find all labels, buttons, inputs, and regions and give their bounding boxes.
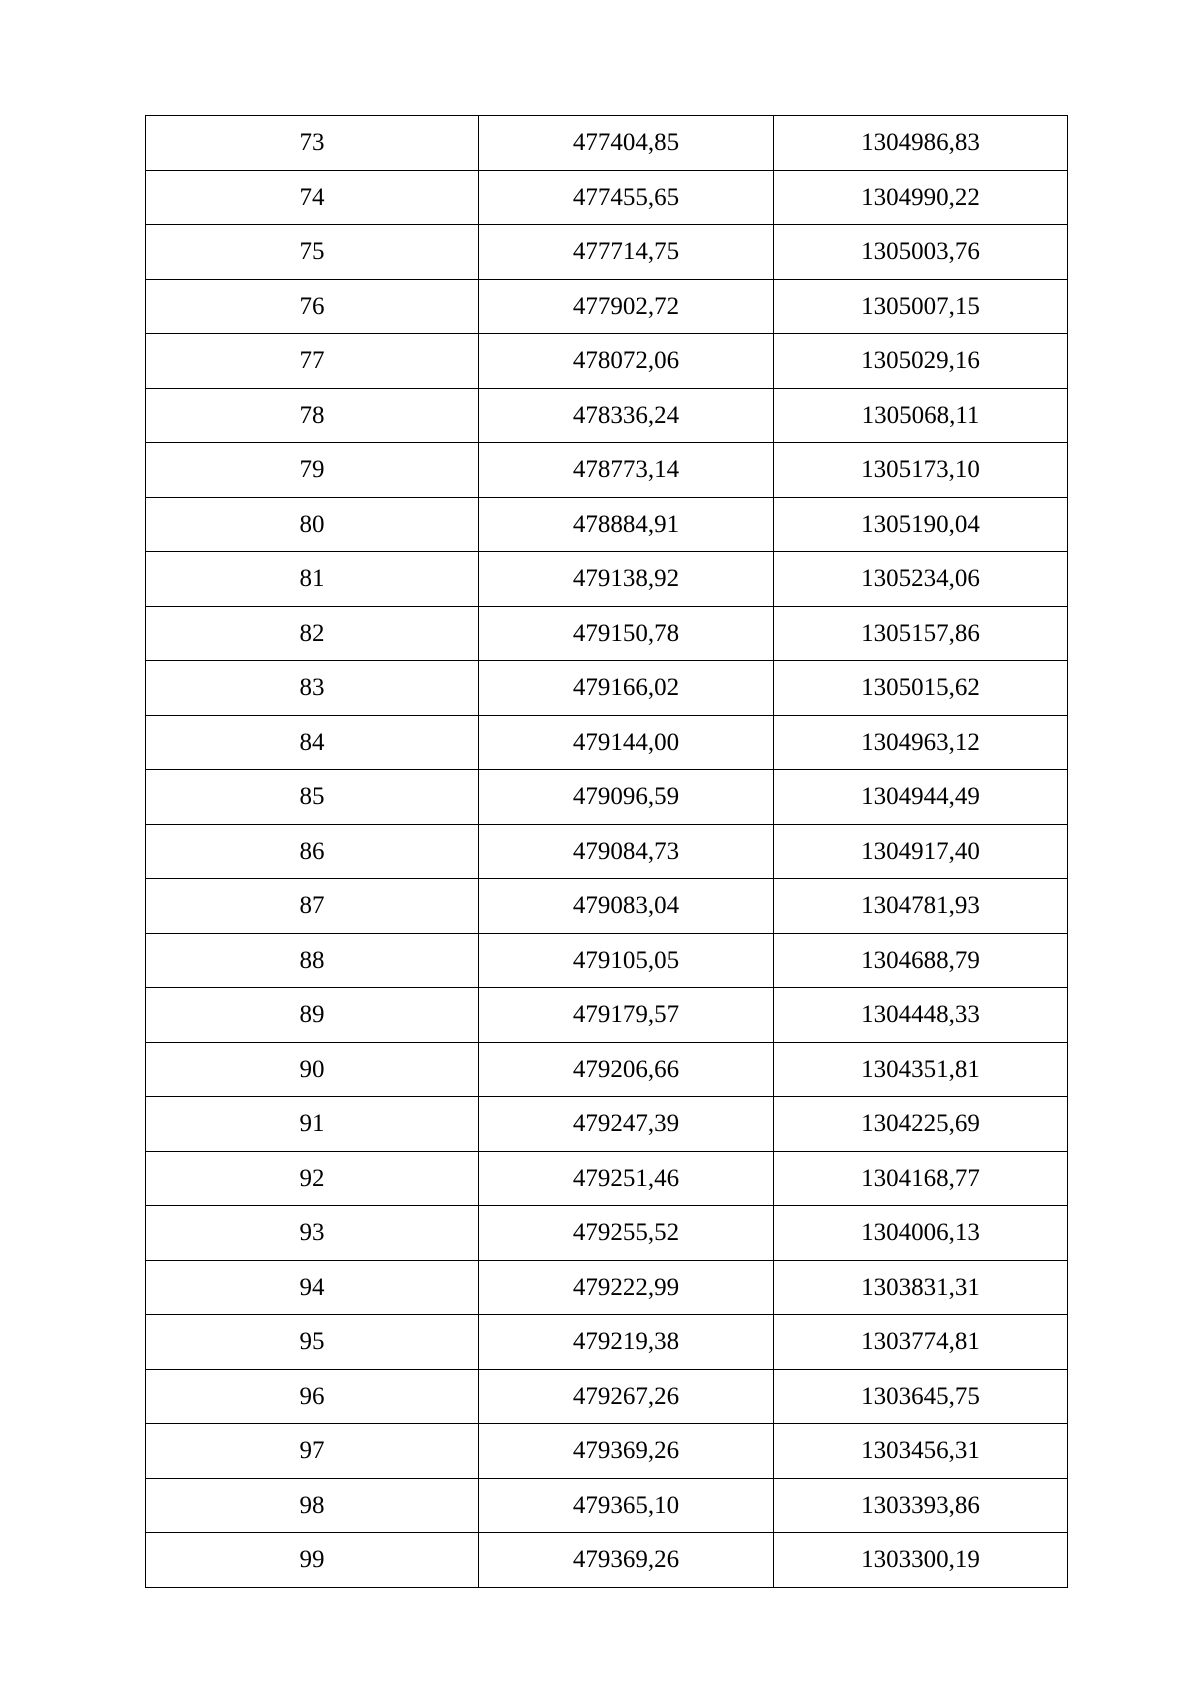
point-number-cell: 98 — [146, 1478, 479, 1533]
table-row — [146, 116, 1068, 171]
table-row — [146, 225, 1068, 280]
x-coordinate-cell: 479369,26 — [479, 1424, 774, 1479]
y-coordinate-cell: 1304351,81 — [774, 1042, 1068, 1097]
point-number-cell: 94 — [146, 1260, 479, 1315]
x-coordinate-cell: 477902,72 — [479, 279, 774, 334]
x-coordinate-cell: 479219,38 — [479, 1315, 774, 1370]
y-coordinate-cell: 1304781,93 — [774, 879, 1068, 934]
coordinates-table — [145, 115, 1068, 1588]
table-row — [146, 1533, 1068, 1588]
table-row — [146, 1369, 1068, 1424]
x-coordinate-cell: 479365,10 — [479, 1478, 774, 1533]
x-coordinate-cell: 479144,00 — [479, 715, 774, 770]
table-row — [146, 388, 1068, 443]
point-number-cell: 76 — [146, 279, 479, 334]
y-coordinate-cell: 1305190,04 — [774, 497, 1068, 552]
y-coordinate-cell: 1304944,49 — [774, 770, 1068, 825]
x-coordinate-cell: 478773,14 — [479, 443, 774, 498]
y-coordinate-cell: 1305003,76 — [774, 225, 1068, 280]
point-number-cell: 90 — [146, 1042, 479, 1097]
y-coordinate-cell: 1303831,31 — [774, 1260, 1068, 1315]
x-coordinate-cell: 479179,57 — [479, 988, 774, 1043]
y-coordinate-cell: 1304448,33 — [774, 988, 1068, 1043]
table-row — [146, 824, 1068, 879]
point-number-cell: 77 — [146, 334, 479, 389]
point-number-cell: 89 — [146, 988, 479, 1043]
table-row — [146, 933, 1068, 988]
x-coordinate-cell: 478072,06 — [479, 334, 774, 389]
point-number-cell: 97 — [146, 1424, 479, 1479]
y-coordinate-cell: 1303393,86 — [774, 1478, 1068, 1533]
table-row — [146, 334, 1068, 389]
table-row — [146, 1424, 1068, 1479]
point-number-cell: 80 — [146, 497, 479, 552]
point-number-cell: 87 — [146, 879, 479, 934]
y-coordinate-cell: 1304917,40 — [774, 824, 1068, 879]
y-coordinate-cell: 1305173,10 — [774, 443, 1068, 498]
table-row — [146, 1260, 1068, 1315]
table-row — [146, 715, 1068, 770]
x-coordinate-cell: 479150,78 — [479, 606, 774, 661]
x-coordinate-cell: 478336,24 — [479, 388, 774, 443]
point-number-cell: 83 — [146, 661, 479, 716]
y-coordinate-cell: 1304986,83 — [774, 116, 1068, 171]
table-row — [146, 770, 1068, 825]
y-coordinate-cell: 1303645,75 — [774, 1369, 1068, 1424]
x-coordinate-cell: 479267,26 — [479, 1369, 774, 1424]
x-coordinate-cell: 479084,73 — [479, 824, 774, 879]
x-coordinate-cell: 477404,85 — [479, 116, 774, 171]
y-coordinate-cell: 1304225,69 — [774, 1097, 1068, 1152]
table-row — [146, 661, 1068, 716]
y-coordinate-cell: 1305029,16 — [774, 334, 1068, 389]
table-row — [146, 1097, 1068, 1152]
point-number-cell: 75 — [146, 225, 479, 280]
x-coordinate-cell: 479247,39 — [479, 1097, 774, 1152]
point-number-cell: 82 — [146, 606, 479, 661]
table-row — [146, 552, 1068, 607]
x-coordinate-cell: 479105,05 — [479, 933, 774, 988]
table-row — [146, 170, 1068, 225]
point-number-cell: 74 — [146, 170, 479, 225]
x-coordinate-cell: 479206,66 — [479, 1042, 774, 1097]
table-row — [146, 1315, 1068, 1370]
x-coordinate-cell: 479083,04 — [479, 879, 774, 934]
point-number-cell: 88 — [146, 933, 479, 988]
table-row — [146, 879, 1068, 934]
x-coordinate-cell: 479369,26 — [479, 1533, 774, 1588]
point-number-cell: 99 — [146, 1533, 479, 1588]
point-number-cell: 81 — [146, 552, 479, 607]
table-row — [146, 1478, 1068, 1533]
x-coordinate-cell: 479166,02 — [479, 661, 774, 716]
y-coordinate-cell: 1305068,11 — [774, 388, 1068, 443]
y-coordinate-cell: 1304688,79 — [774, 933, 1068, 988]
y-coordinate-cell: 1304168,77 — [774, 1151, 1068, 1206]
point-number-cell: 73 — [146, 116, 479, 171]
x-coordinate-cell: 479251,46 — [479, 1151, 774, 1206]
x-coordinate-cell: 479222,99 — [479, 1260, 774, 1315]
table-row — [146, 606, 1068, 661]
y-coordinate-cell: 1304963,12 — [774, 715, 1068, 770]
point-number-cell: 78 — [146, 388, 479, 443]
y-coordinate-cell: 1303300,19 — [774, 1533, 1068, 1588]
x-coordinate-cell: 477714,75 — [479, 225, 774, 280]
point-number-cell: 93 — [146, 1206, 479, 1261]
table-row — [146, 1206, 1068, 1261]
y-coordinate-cell: 1304990,22 — [774, 170, 1068, 225]
x-coordinate-cell: 479138,92 — [479, 552, 774, 607]
x-coordinate-cell: 477455,65 — [479, 170, 774, 225]
y-coordinate-cell: 1303456,31 — [774, 1424, 1068, 1479]
y-coordinate-cell: 1305157,86 — [774, 606, 1068, 661]
point-number-cell: 96 — [146, 1369, 479, 1424]
point-number-cell: 91 — [146, 1097, 479, 1152]
y-coordinate-cell: 1304006,13 — [774, 1206, 1068, 1261]
x-coordinate-cell: 479255,52 — [479, 1206, 774, 1261]
table-row — [146, 279, 1068, 334]
table-row — [146, 443, 1068, 498]
table-row — [146, 988, 1068, 1043]
y-coordinate-cell: 1303774,81 — [774, 1315, 1068, 1370]
point-number-cell: 79 — [146, 443, 479, 498]
x-coordinate-cell: 478884,91 — [479, 497, 774, 552]
y-coordinate-cell: 1305015,62 — [774, 661, 1068, 716]
point-number-cell: 95 — [146, 1315, 479, 1370]
point-number-cell: 92 — [146, 1151, 479, 1206]
table-row — [146, 497, 1068, 552]
point-number-cell: 85 — [146, 770, 479, 825]
table-row — [146, 1151, 1068, 1206]
x-coordinate-cell: 479096,59 — [479, 770, 774, 825]
point-number-cell: 84 — [146, 715, 479, 770]
y-coordinate-cell: 1305234,06 — [774, 552, 1068, 607]
table-row — [146, 1042, 1068, 1097]
coordinates-table-body — [146, 116, 1068, 1588]
y-coordinate-cell: 1305007,15 — [774, 279, 1068, 334]
point-number-cell: 86 — [146, 824, 479, 879]
